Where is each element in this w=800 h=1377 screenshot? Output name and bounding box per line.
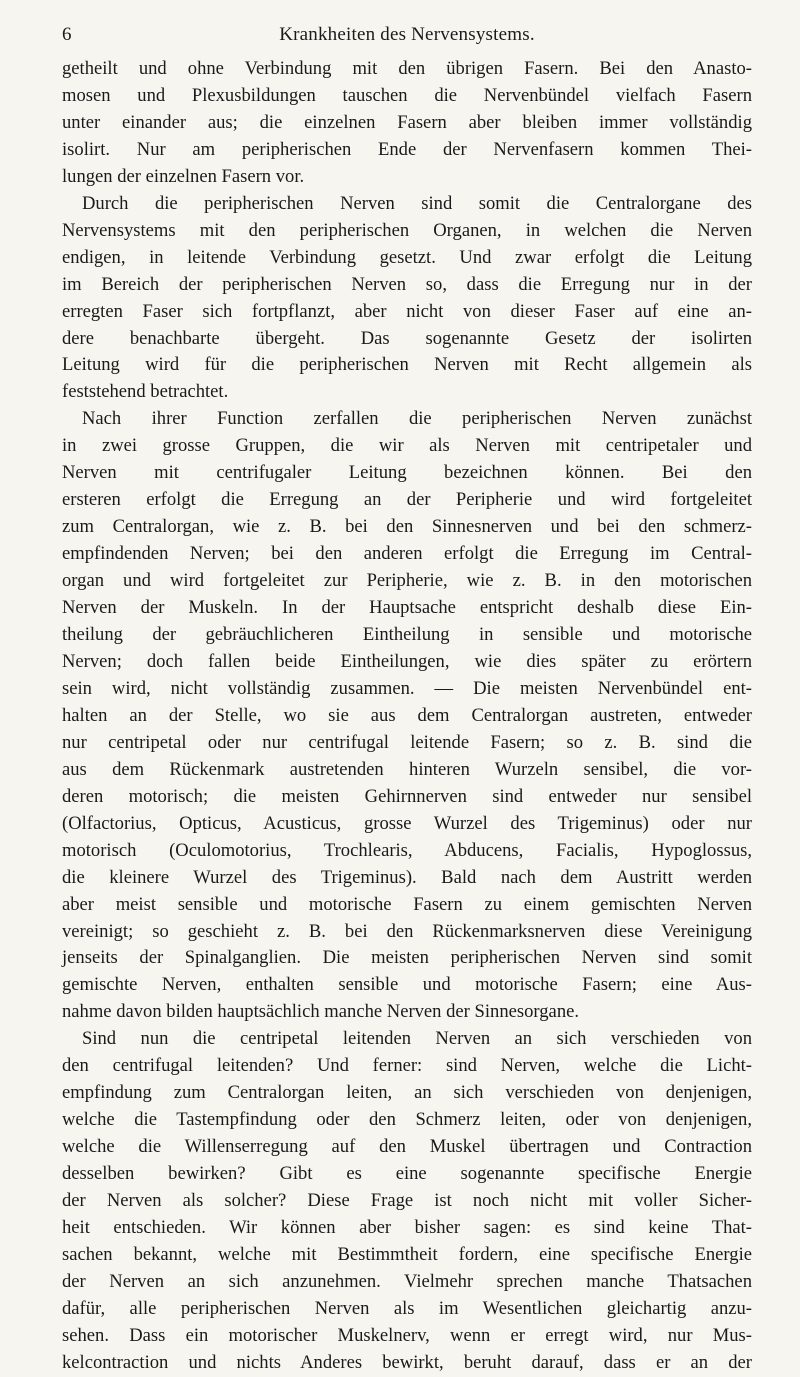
text-line: dafür, alle peripherischen Nerven als im Wesentlichen gleichartig anzu- [62,1297,752,1319]
text-line: organ und wird fortgeleitet zur Peripherie, wie z. B. in den motorischen [62,570,752,592]
text-line: Nach ihrer Function zerfallen die peripherischen Nerven zunächst [82,408,752,430]
text-line: der Nerven an sich anzunehmen. Vielmehr sprechen manche Thatsachen [62,1270,752,1292]
text-line: dere benachbarte übergeht. Das sogenannte Gesetz der isolirten [62,327,752,349]
text-line: Nervensystems mit den peripherischen Organen, in welchen die Nerven [62,219,752,241]
text-line: empfindenden Nerven; bei den anderen erfolgt die Erregung im Central- [62,543,752,565]
text-line: Nerven mit centrifugaler Leitung bezeichnen können. Bei den [62,462,752,484]
text-line: aber meist sensible und motorische Fasern zu einem gemischten Nerven [62,893,752,915]
paragraph [62,56,752,191]
text-line: kelcontraction und nichts Anderes bewirkt, beruht darauf, dass er an der [62,1351,752,1373]
text-line: theilung der gebräuchlicheren Eintheilung in sensible und motorische [62,624,752,646]
text-line: deren motorisch; die meisten Gehirnnerven sind entweder nur sensibel [62,785,752,807]
text-line: Leitung wird für die peripherischen Nerven mit Recht allgemein als [62,354,752,376]
text-line: halten an der Stelle, wo sie aus dem Centralorgan austreten, entweder [62,704,752,726]
text-line: den centrifugal leitenden? Und ferner: sind Nerven, welche die Licht- [62,1055,752,1077]
text-line: sein wird, nicht vollständig zusammen. — Die meisten Nervenbündel ent- [62,677,752,699]
text-line: zum Centralorgan, wie z. B. bei den Sinnesnerven und bei den schmerz- [62,516,752,538]
text-line: mosen und Plexusbildungen tauschen die Nervenbündel vielfach Fasern [62,84,752,106]
text-line: motorisch (Oculomotorius, Trochlearis, Abducens, Facialis, Hypoglossus, [62,839,752,861]
text-line: isolirt. Nur am peripherischen Ende der Nervenfasern kommen Thei- [62,138,752,160]
text-line: sehen. Dass ein motorischer Muskelnerv, wenn er erregt wird, nur Mus- [62,1324,752,1346]
paragraph [62,191,752,407]
book-page [62,22,752,1377]
text-line: gemischte Nerven, enthalten sensible und motorische Fasern; eine Aus- [62,974,752,996]
text-line: erregten Faser sich fortpflanzt, aber nicht von dieser Faser auf eine an- [62,300,752,322]
text-line: Nerven der Muskeln. In der Hauptsache entspricht deshalb diese Ein- [62,597,752,619]
text-line: endigen, in leitende Verbindung gesetzt. Und zwar erfolgt die Leitung [62,246,752,268]
paragraph [62,1026,752,1376]
text-line: lungen der einzelnen Fasern vor. [62,165,305,187]
text-line: sachen bekannt, welche mit Bestimmtheit fordern, eine specifische Energie [62,1243,752,1265]
text-line: empfindung zum Centralorgan leiten, an sich verschieden von denjenigen, [62,1082,752,1104]
text-line: welche die Tastempfindung oder den Schmerz leiten, oder von denjenigen, [62,1109,752,1131]
text-line: vereinigt; so geschieht z. B. bei den Rückenmarksnerven diese Vereinigung [62,920,752,942]
text-line: nur centripetal oder nur centrifugal leitende Fasern; so z. B. sind die [62,731,752,753]
text-line: in zwei grosse Gruppen, die wir als Nerven mit centripetaler und [62,435,752,457]
text-line: ersteren erfolgt die Erregung an der Peripherie und wird fortgeleitet [62,489,752,511]
text-line: im Bereich der peripherischen Nerven so, dass die Erregung nur in der [62,273,752,295]
text-line: welche die Willenserregung auf den Muskel übertragen und Contraction [62,1136,752,1158]
text-line: heit entschieden. Wir können aber bisher sagen: es sind keine That- [62,1216,752,1238]
text-line: Durch die peripherischen Nerven sind somit die Centralorgane des [82,192,752,214]
running-head [62,22,752,52]
page-number: 6 [62,24,72,45]
text-line: Sind nun die centripetal leitenden Nerven an sich verschieden von [82,1028,752,1050]
text-line: feststehend betrachtet. [62,381,229,403]
text-line: (Olfactorius, Opticus, Acusticus, grosse Wurzel des Trigeminus) oder nur [62,812,752,834]
text-line: desselben bewirken? Gibt es eine sogenannte specifische Energie [62,1163,752,1185]
body-text [62,56,752,1377]
text-line: die kleinere Wurzel des Trigeminus). Bald nach dem Austritt werden [62,866,752,888]
text-line: aus dem Rückenmark austretenden hinteren Wurzeln sensibel, die vor- [62,758,752,780]
text-line: Nerven; doch fallen beide Eintheilungen, wie dies später zu erörtern [62,650,752,672]
text-line: nahme davon bilden hauptsächlich manche Nerven der Sinnesorgane. [62,1001,580,1023]
text-line: getheilt und ohne Verbindung mit den übrigen Fasern. Bei den Anasto- [62,58,752,79]
paragraph [62,406,752,1026]
running-title: Krankheiten des Nervensystems. [279,24,535,45]
text-line: unter einander aus; die einzelnen Fasern aber bleiben immer vollständig [62,111,752,133]
text-line: der Nerven als solcher? Diese Frage ist noch nicht mit voller Sicher- [62,1190,752,1212]
text-line: jenseits der Spinalganglien. Die meisten peripherischen Nerven sind somit [62,947,752,969]
